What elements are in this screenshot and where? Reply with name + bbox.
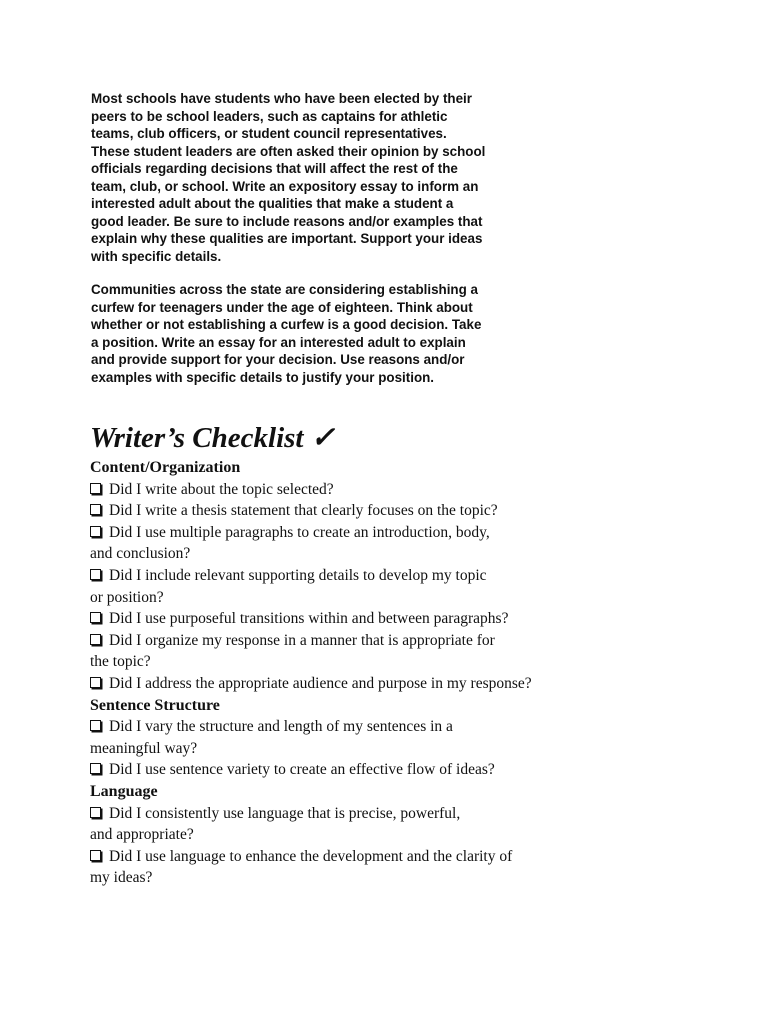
checkbox-icon[interactable] bbox=[90, 850, 101, 861]
essay-prompt-leadership: Most schools have students who have been elected by their peers to be school leaders, such as captains for athletic teams, club officers, or student council representatives. These student leaders are often asked their opinion by school officials regarding decisions that will affect the rest of the team, club, or school. Write an expository essay to inform an interested adult about the qualities that make a student a good leader. Be sure to include reasons and/or examples that explain why these qualities are important. Support your ideas with specific details. bbox=[91, 91, 486, 264]
checklist-item bbox=[90, 479, 630, 501]
checklist-item-text: Did I write about the topic selected? bbox=[109, 480, 334, 498]
checklist-item-text: Did I use multiple paragraphs to create an introduction, body, and conclusion? bbox=[90, 523, 490, 563]
checklist-item bbox=[90, 759, 630, 781]
checklist-item bbox=[90, 522, 630, 565]
checklist-item bbox=[90, 673, 630, 695]
checklist-item-text: Did I use purposeful transitions within and between paragraphs? bbox=[109, 610, 509, 628]
checklist-item bbox=[90, 630, 630, 673]
checklist-items bbox=[90, 803, 630, 889]
checklist-item bbox=[90, 608, 630, 630]
checklist-item-text: Did I address the appropriate audience and purpose in my response? bbox=[109, 674, 532, 692]
essay-prompt-curfew: Communities across the state are considering establishing a curfew for teenagers under the age of eighteen. Think about whether or not establishing a curfew is a good decision. Take a position. Write an essay for an interested adult to explain and provide support for your decision. Use reasons and/or examples with specific details to justify your position. bbox=[91, 282, 482, 385]
checklist-item-text: Did I use sentence variety to create an effective flow of ideas? bbox=[109, 761, 495, 779]
checkbox-icon[interactable] bbox=[90, 569, 101, 580]
checklist-section-language bbox=[90, 781, 630, 889]
checklist-item bbox=[90, 846, 630, 889]
checklist-item-text: Did I vary the structure and length of my sentences in a meaningful way? bbox=[90, 718, 453, 757]
section-title: Sentence Structure bbox=[90, 696, 220, 714]
checkbox-icon[interactable] bbox=[90, 720, 101, 731]
checkbox-icon[interactable] bbox=[90, 504, 101, 515]
checklist-items bbox=[90, 479, 630, 695]
section-title: Content/Organization bbox=[90, 459, 241, 476]
checkbox-icon[interactable] bbox=[90, 807, 101, 818]
checklist-items bbox=[90, 716, 630, 781]
checkbox-icon[interactable] bbox=[90, 634, 101, 645]
checkbox-icon[interactable] bbox=[90, 483, 101, 494]
checkbox-icon[interactable] bbox=[90, 612, 101, 623]
checklist-item-text: Did I consistently use language that is precise, powerful, and appropriate? bbox=[90, 804, 461, 844]
checklist-section-sentence-structure bbox=[90, 695, 630, 781]
checkbox-icon[interactable] bbox=[90, 763, 101, 774]
checklist-item bbox=[90, 803, 630, 846]
section-title: Language bbox=[90, 782, 158, 800]
checklist-item-text: Did I use language to enhance the development and the clarity of my ideas? bbox=[90, 847, 513, 887]
checklist-section-content-organization bbox=[90, 457, 630, 695]
checklist-title: Writer’s Checklist ✓ bbox=[90, 422, 336, 454]
checklist-item bbox=[90, 716, 630, 759]
checklist-item bbox=[90, 565, 630, 608]
checklist-item-text: Did I organize my response in a manner that is appropriate for the topic? bbox=[90, 631, 495, 671]
writers-checklist bbox=[90, 457, 630, 889]
checklist-item bbox=[90, 500, 630, 522]
checklist-item-text: Did I write a thesis statement that clearly focuses on the topic? bbox=[109, 502, 498, 520]
checkbox-icon[interactable] bbox=[90, 526, 101, 537]
checkbox-icon[interactable] bbox=[90, 677, 101, 688]
checklist-item-text: Did I include relevant supporting details to develop my topic or position? bbox=[90, 566, 487, 606]
